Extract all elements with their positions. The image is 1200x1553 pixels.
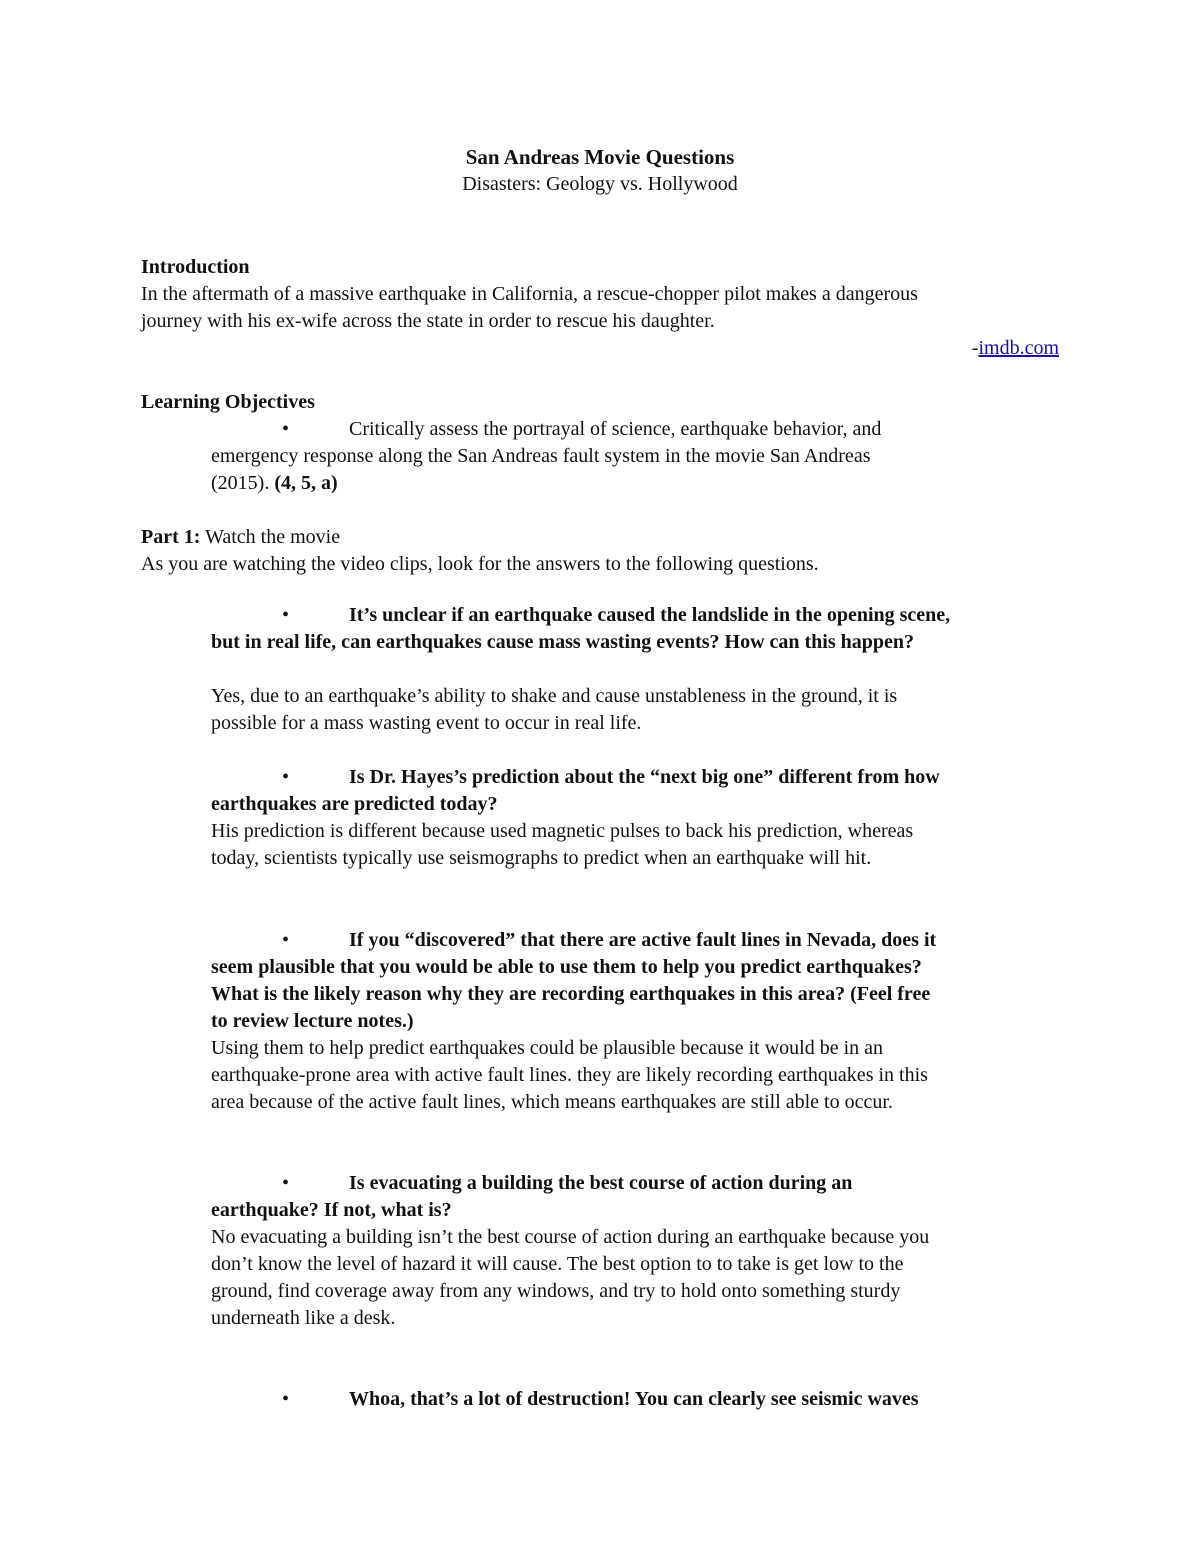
answer-text-line: area because of the active fault lines, which means earthquakes are still able to occur. xyxy=(211,1091,893,1113)
objective-text-line xyxy=(211,470,338,497)
answer-text-line: Yes, due to an earthquake’s ability to shake and cause unstableness in the ground, it is xyxy=(211,685,898,707)
answer-text-line: today, scientists typically use seismographs to predict when an earthquake will hit. xyxy=(211,847,872,869)
answer-text-line: possible for a mass wasting event to occur in real life. xyxy=(211,712,642,734)
bullet-icon: • xyxy=(282,1388,290,1410)
question-text-line: Whoa, that’s a lot of destruction! You can clearly see seismic waves xyxy=(349,1388,919,1410)
page-title: San Andreas Movie Questions xyxy=(465,145,735,169)
imdb-link[interactable]: imdb.com xyxy=(978,337,1059,359)
part1-label: Part 1: xyxy=(141,526,201,548)
answer-text-line: underneath like a desk. xyxy=(211,1307,396,1329)
bullet-icon: • xyxy=(282,929,290,951)
question-text-line: earthquake? If not, what is? xyxy=(211,1199,452,1221)
bullet-icon: • xyxy=(282,418,290,440)
objective-year: (2015). xyxy=(211,472,270,494)
question-text-line: If you “discovered” that there are active fault lines in Nevada, does it xyxy=(349,929,937,951)
learning-objectives-heading: Learning Objectives xyxy=(141,391,315,413)
question-text-line: to review lecture notes.) xyxy=(211,1010,414,1032)
answer-text-line: No evacuating a building isn’t the best course of action during an earthquake because you xyxy=(211,1226,930,1248)
objective-tag: (4, 5, a) xyxy=(274,472,338,494)
question-text-line: but in real life, can earthquakes cause mass wasting events? How can this happen? xyxy=(211,631,915,653)
answer-text-line: Using them to help predict earthquakes could be plausible because it would be in an xyxy=(211,1037,884,1059)
objective-text-line: Critically assess the portrayal of science, earthquake behavior, and xyxy=(349,418,882,440)
introduction-text-line: journey with his ex-wife across the state in order to rescue his daughter. xyxy=(141,310,715,332)
question-text-line: earthquakes are predicted today? xyxy=(211,793,498,815)
page-subtitle: Disasters: Geology vs. Hollywood xyxy=(462,173,738,195)
question-text-line: seem plausible that you would be able to use them to help you predict earthquakes? xyxy=(211,956,922,978)
part1-heading xyxy=(141,524,340,551)
answer-text-line: don’t know the level of hazard it will cause. The best option to to take is get low to the xyxy=(211,1253,904,1275)
question-text-line: What is the likely reason why they are recording earthquakes in this area? (Feel free xyxy=(211,983,931,1005)
objective-text-line: emergency response along the San Andreas fault system in the movie San Andreas xyxy=(211,445,871,467)
question-text-line: It’s unclear if an earthquake caused the landslide in the opening scene, xyxy=(349,604,951,626)
bullet-icon: • xyxy=(282,604,290,626)
introduction-text-line: In the aftermath of a massive earthquake in California, a rescue-chopper pilot makes a dangerous xyxy=(141,283,918,305)
bullet-icon: • xyxy=(282,1172,290,1194)
introduction-heading: Introduction xyxy=(141,256,250,278)
answer-text-line: His prediction is different because used magnetic pulses to back his prediction, whereas xyxy=(211,820,914,842)
question-text-line: Is Dr. Hayes’s prediction about the “next big one” different from how xyxy=(349,766,940,788)
bullet-icon: • xyxy=(282,766,290,788)
question-text-line: Is evacuating a building the best course of action during an xyxy=(349,1172,853,1194)
part1-title: Watch the movie xyxy=(205,526,341,548)
part1-instructions: As you are watching the video clips, look for the answers to the following questions. xyxy=(141,553,819,575)
source-prefix: - xyxy=(971,337,979,359)
answer-text-line: earthquake-prone area with active fault lines. they are likely recording earthquakes in this xyxy=(211,1064,928,1086)
source-citation xyxy=(972,335,1059,362)
answer-text-line: ground, find coverage away from any windows, and try to hold onto something sturdy xyxy=(211,1280,901,1302)
